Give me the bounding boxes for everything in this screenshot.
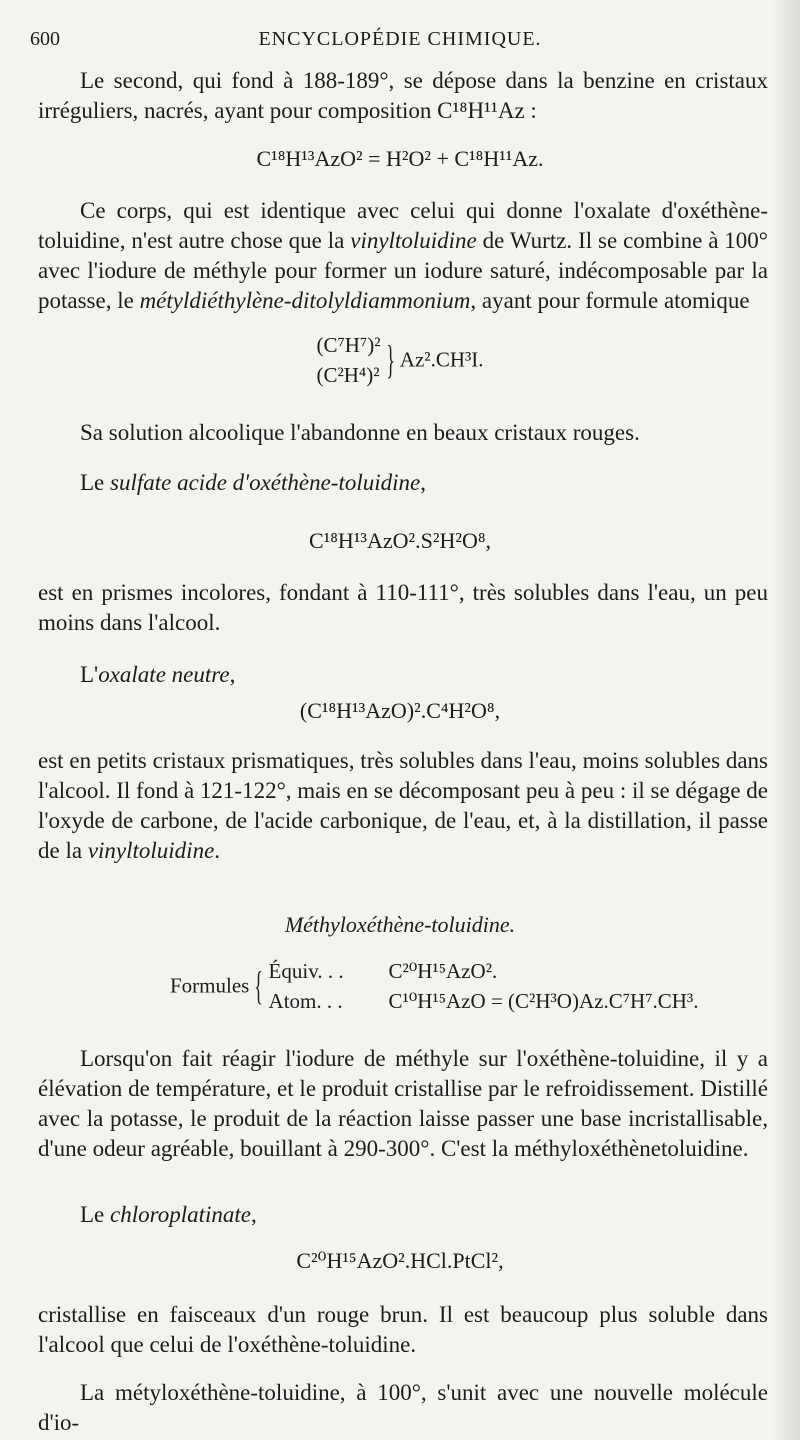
section-heading: Méthyloxéthène-toluidine. <box>284 912 516 937</box>
running-header <box>30 28 770 58</box>
brace-icon: } <box>385 337 395 382</box>
brace-icon: { <box>254 963 264 1008</box>
italic-term: vinyltoluidine <box>87 838 215 863</box>
running-title: ENCYCLOPÉDIE CHIMIQUE. <box>258 28 542 50</box>
formules-key: Atom. . . <box>268 989 343 1013</box>
italic-term: chloroplatinate <box>110 1202 251 1227</box>
formula-line: Az².CH³I. <box>399 347 484 372</box>
italic-term: sulfate acide d'oxéthène-toluidine <box>110 470 421 495</box>
paragraph: Sa solution alcoolique l'abandonne en beaux cristaux rouges. <box>80 420 640 445</box>
formules-value: C¹⁰H¹⁵AzO = (C²H³O)Az.C⁷H⁷.CH³. <box>388 989 699 1013</box>
formules-label: Formules <box>170 973 250 998</box>
formules-value: C²⁰H¹⁵AzO². <box>388 959 498 983</box>
italic-term: oxalate neutre <box>98 662 230 687</box>
paragraph: est en prismes incolores, fondant à 110-111°, très solubles dans l'eau, un peu moins dans l'alcool. <box>38 580 768 635</box>
paragraph: est en petits cristaux prismatiques, très solubles dans l'eau, moins solubles dans l'alcool. Il fond à 121-122°, mais en se décomposant peu à peu : il se dégage de l'oxyde de carbone, de l'acide carbonique, de l'eau, et, à la distillation, il passe de la vinyltoluidine. <box>38 748 768 863</box>
formula-line: (C⁷H⁷)² <box>316 333 381 357</box>
paragraph: Le sulfate acide d'oxéthène-toluidine, <box>80 470 426 495</box>
italic-term: vinyltoluidine <box>350 228 477 253</box>
formula: C¹⁸H¹³AzO² = H²O² + C¹⁸H¹¹Az. <box>256 146 544 171</box>
formula: C²⁰H¹⁵AzO².HCl.PtCl², <box>296 1248 504 1273</box>
paragraph: La métyloxéthène-toluidine, à 100°, s'unit avec une nouvelle molécule d'io- <box>38 1380 768 1435</box>
paragraph: Ce corps, qui est identique avec celui qui donne l'oxalate d'oxéthène-toluidine, n'est autre chose que la vinyltoluidine de Wurtz. Il se combine à 100° avec l'iodure de méthyle pour former un iodure saturé, indécomposable par la potasse, le métyldiéthylène-ditolyldiammonium, ayant pour formule atomique <box>38 198 769 313</box>
formula: (C¹⁸H¹³AzO)².C⁴H²O⁸, <box>299 698 501 723</box>
formula: C¹⁸H¹³AzO².S²H²O⁸, <box>308 528 492 553</box>
page-number: 600 <box>30 28 60 50</box>
paragraph: Le second, qui fond à 188-189°, se dépose dans la benzine en cristaux irréguliers, nacrés, ayant pour composition C¹⁸H¹¹Az : <box>38 68 768 123</box>
paragraph: Lorsqu'on fait réagir l'iodure de méthyle sur l'oxéthène-toluidine, il y a élévation de température, et le produit cristallise par le refroidissement. Distillé avec la potasse, le produit de la réaction laisse passer une base incristallisable, d'une odeur agréable, bouillant à 290-300°. C'est la méthyloxéthènetoluidine. <box>38 1046 768 1161</box>
paragraph: L'oxalate neutre, <box>80 662 236 687</box>
italic-term: métyldiéthylène-ditolyldiammonium <box>139 288 471 313</box>
paragraph: cristallise en faisceaux d'un rouge brun. Il est beaucoup plus soluble dans l'alcool que celui de l'oxéthène-toluidine. <box>38 1302 768 1357</box>
formules-key: Équiv. . . <box>268 959 344 983</box>
paragraph: Le chloroplatinate, <box>80 1202 257 1227</box>
formula-line: (C²H⁴)² <box>316 363 380 387</box>
formula-atomic <box>0 330 800 390</box>
